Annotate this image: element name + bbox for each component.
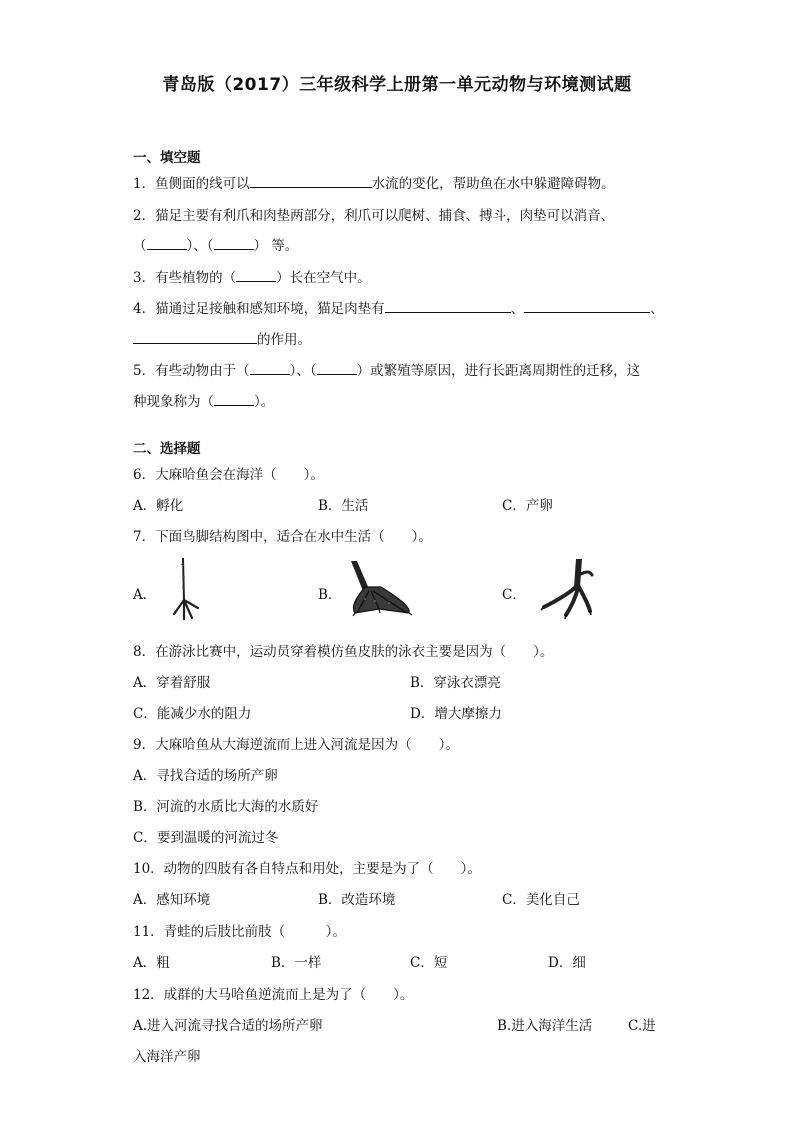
q11-option-a[interactable]: A．粗 [133, 955, 170, 971]
q9-option-c[interactable]: C．要到温暖的河流过冬 [133, 830, 279, 846]
q5-line2-pre: 种现象称为（ [133, 394, 214, 410]
q5-text-post: ）或繁殖等原因，进行长距离周期性的迁移，这 [356, 363, 641, 379]
q11-option-b[interactable]: B．一样 [271, 955, 322, 971]
question-8: 8．在游泳比赛中，运动员穿着模仿鱼皮肤的泳衣主要是因为（ ）。 [133, 644, 554, 660]
q6-option-b[interactable]: B．生活 [318, 498, 369, 514]
q4-text-pre: 4．猫通过足接触和感知环境，猫足肉垫有 [133, 301, 385, 317]
q8-option-d[interactable]: D．增大摩擦力 [410, 706, 502, 722]
question-2 [133, 204, 614, 224]
q11-option-d[interactable]: D．细 [548, 955, 586, 971]
q4-blank-1[interactable] [385, 300, 511, 313]
q8-option-b[interactable]: B．穿泳衣漂亮 [410, 675, 501, 691]
q4-sep-1: 、 [510, 301, 525, 317]
q4-sep-2: 、 [650, 301, 664, 317]
q12-option-b[interactable]: B.进入海洋生活 [497, 1018, 593, 1034]
q3-blank[interactable] [236, 269, 276, 282]
q4-blank-2[interactable] [524, 300, 650, 313]
q5-text-pre: 5．有些动物由于（ [133, 363, 250, 379]
q4-text-post: 的作用。 [257, 332, 311, 348]
question-11: 11．青蛙的后肢比前肢（ ）。 [133, 924, 346, 940]
question-7: 7．下面鸟脚结构图中，适合在水中生活（ ）。 [133, 529, 432, 545]
q5-text-mid: ）、（ [289, 363, 317, 379]
q5-blank-3[interactable] [214, 393, 254, 406]
question-4 [133, 297, 664, 317]
q3-text-post: ）长在空气中。 [276, 270, 371, 286]
q2-paren-open: （ [133, 238, 147, 254]
wading-bird-foot-icon [162, 556, 202, 622]
question-5-line2 [133, 390, 274, 410]
q6-option-c[interactable]: C．产卵 [502, 498, 553, 514]
section-heading-fill-blank: 一、填空题 [133, 150, 201, 166]
question-1 [133, 172, 615, 192]
page-title: 青岛版（2017）三年级科学上册第一单元动物与环境测试题 [162, 75, 632, 95]
q12-option-a[interactable]: A.进入河流寻找合适的场所产卵 [133, 1018, 323, 1034]
q9-option-b[interactable]: B．河流的水质比大海的水质好 [133, 799, 319, 815]
question-2-line2 [133, 234, 298, 254]
section-heading-multiple-choice: 二、选择题 [133, 441, 201, 457]
q3-text-pre: 3．有些植物的（ [133, 270, 237, 286]
q5-blank-2[interactable] [317, 362, 357, 375]
q2-paren-close: ） 等。 [253, 238, 299, 254]
q10-option-c[interactable]: C．美化自己 [502, 892, 580, 908]
question-6: 6．大麻哈鱼会在海洋（ ）。 [133, 467, 324, 483]
question-12: 12．成群的大马哈鱼逆流而上是为了（ ）。 [133, 987, 414, 1003]
question-9: 9．大麻哈鱼从大海逆流而上进入河流是因为（ ）。 [133, 737, 459, 753]
q2-blank-1[interactable] [147, 237, 187, 250]
chicken-foot-icon [538, 557, 598, 621]
q10-option-b[interactable]: B．改造环境 [318, 892, 396, 908]
q2-paren-mid: ）、（ [186, 238, 214, 254]
q10-option-a[interactable]: A．感知环境 [133, 892, 211, 908]
q6-option-a[interactable]: A．孵化 [133, 498, 184, 514]
q8-option-c[interactable]: C．能减少水的阻力 [133, 706, 252, 722]
question-3 [133, 266, 371, 286]
q5-line2-post: ）。 [254, 394, 275, 410]
question-4-line2 [133, 328, 311, 348]
q12-option-c-continued: 入海洋产卵 [133, 1049, 201, 1065]
q1-blank[interactable] [250, 175, 372, 188]
q2-text-line1: 2．猫足主要有利爪和肉垫两部分，利爪可以爬树、捕食、搏斗，肉垫可以消音、 [133, 208, 615, 224]
q9-option-a[interactable]: A．寻找合适的场所产卵 [133, 768, 278, 784]
q4-blank-3[interactable] [133, 331, 257, 344]
q2-blank-2[interactable] [214, 237, 254, 250]
q7-option-b[interactable]: B． [318, 587, 342, 603]
q5-blank-1[interactable] [250, 362, 290, 375]
q1-text-post: 水流的变化，帮助鱼在水中躲避障碍物。 [371, 176, 615, 192]
q7-option-c[interactable]: C． [502, 587, 526, 603]
q8-option-a[interactable]: A．穿着舒服 [133, 675, 211, 691]
q1-text-pre: 1．鱼侧面的线可以 [133, 176, 250, 192]
q7-option-a[interactable]: A． [133, 587, 157, 603]
question-10: 10．动物的四肢有各自特点和用处，主要是为了（ ）。 [133, 861, 481, 877]
q11-option-c[interactable]: C．短 [410, 955, 448, 971]
q12-option-c[interactable]: C.进 [628, 1018, 656, 1034]
question-5 [133, 359, 640, 379]
webbed-duck-foot-icon [345, 559, 417, 619]
